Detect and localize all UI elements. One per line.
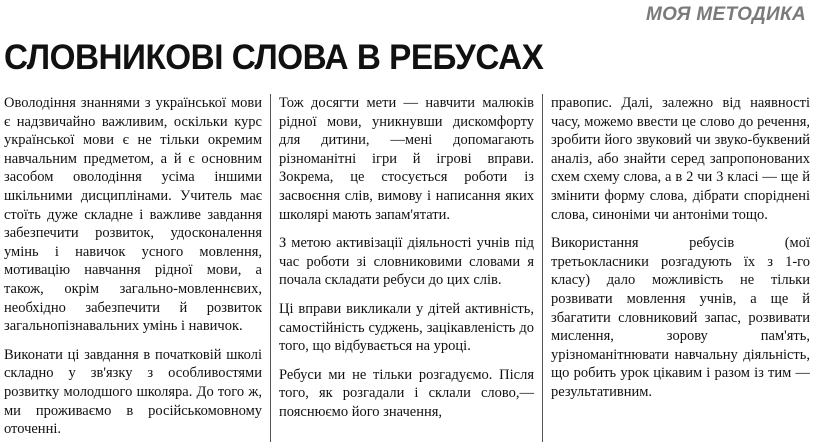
section-label: МОЯ МЕТОДИКА: [645, 4, 806, 25]
column-3: [542, 94, 810, 442]
paragraph: правопис. Далі, залежно від наявності часу, можемо ввести це слово до речення, зробити його звуковий чи звуко-буквений аналіз, або знайти серед запропонованих схем схему слова, а в 2 чи 3 класі — ще й змінити форму слова, дібрати споріднені слова, синоніми чи антоніми тощо.: [551, 95, 810, 223]
paragraph: Виконати ці завдання в початковій школі складно у зв'язку з особливостями розвитку молодшого школяра. До того ж, ми проживаємо в російськомовному оточенні.: [4, 346, 262, 438]
paragraph: Оволодіння знаннями з української мови є надзвичайно важливим, оскільки курс української мови є не тільки окремим навчальним предметом, а й є основним засобом оволодіння усіма іншими шкільними дисциплінами. Учитель має стоїть дуже складне і важливе завдання забезпечити розвиток, удосконалення умінь і навичок усного мовлення, мотивацію навчання рідної мови, а також, окрім загально-мовленнєвих, необхідно забезпечити й розвиток загальнопізнавальних умінь і навичок.: [4, 95, 262, 335]
column-1: [4, 94, 270, 442]
paragraph: Тож досягти мети — навчити малюків рідної мови, уникнувши дискомфорту для дитини, —мені допомагають різноманітні ігри й ігрові вправи. Зокрема, це стосується роботи із засвоєння слів, вимову і написання яких школярі мають запам'ятати.: [279, 95, 534, 223]
article-title: СЛОВНИКОВІ СЛОВА В РЕБУСАХ: [4, 38, 544, 77]
paragraph: Використання ребусів (мої третьокласники розгадують їх з 1-го класу) дало можливість не тільки розвивати мовлення учнів, а ще й збагатити словниковий запас, розвивати мислення, зорову пам'ять, урізноманітнювати навчальну діяльність, що робить урок цікавим і разом із тим — результативним.: [551, 235, 810, 400]
paragraph: Ці вправи викликали у дітей активність, самостійність суджень, зацікавленість до того, що відбувається на уроці.: [279, 300, 534, 355]
paragraph: З метою активізації діяльності учнів під час роботи зі словниковими словами я почала складати ребуси до цих слів.: [279, 235, 534, 289]
paragraph: Ребуси ми не тільки розгадуємо. Після того, як розгадали і склали слово,— пояснюємо його значення,: [279, 366, 534, 420]
article-body: [4, 94, 810, 442]
column-2: [270, 94, 542, 442]
